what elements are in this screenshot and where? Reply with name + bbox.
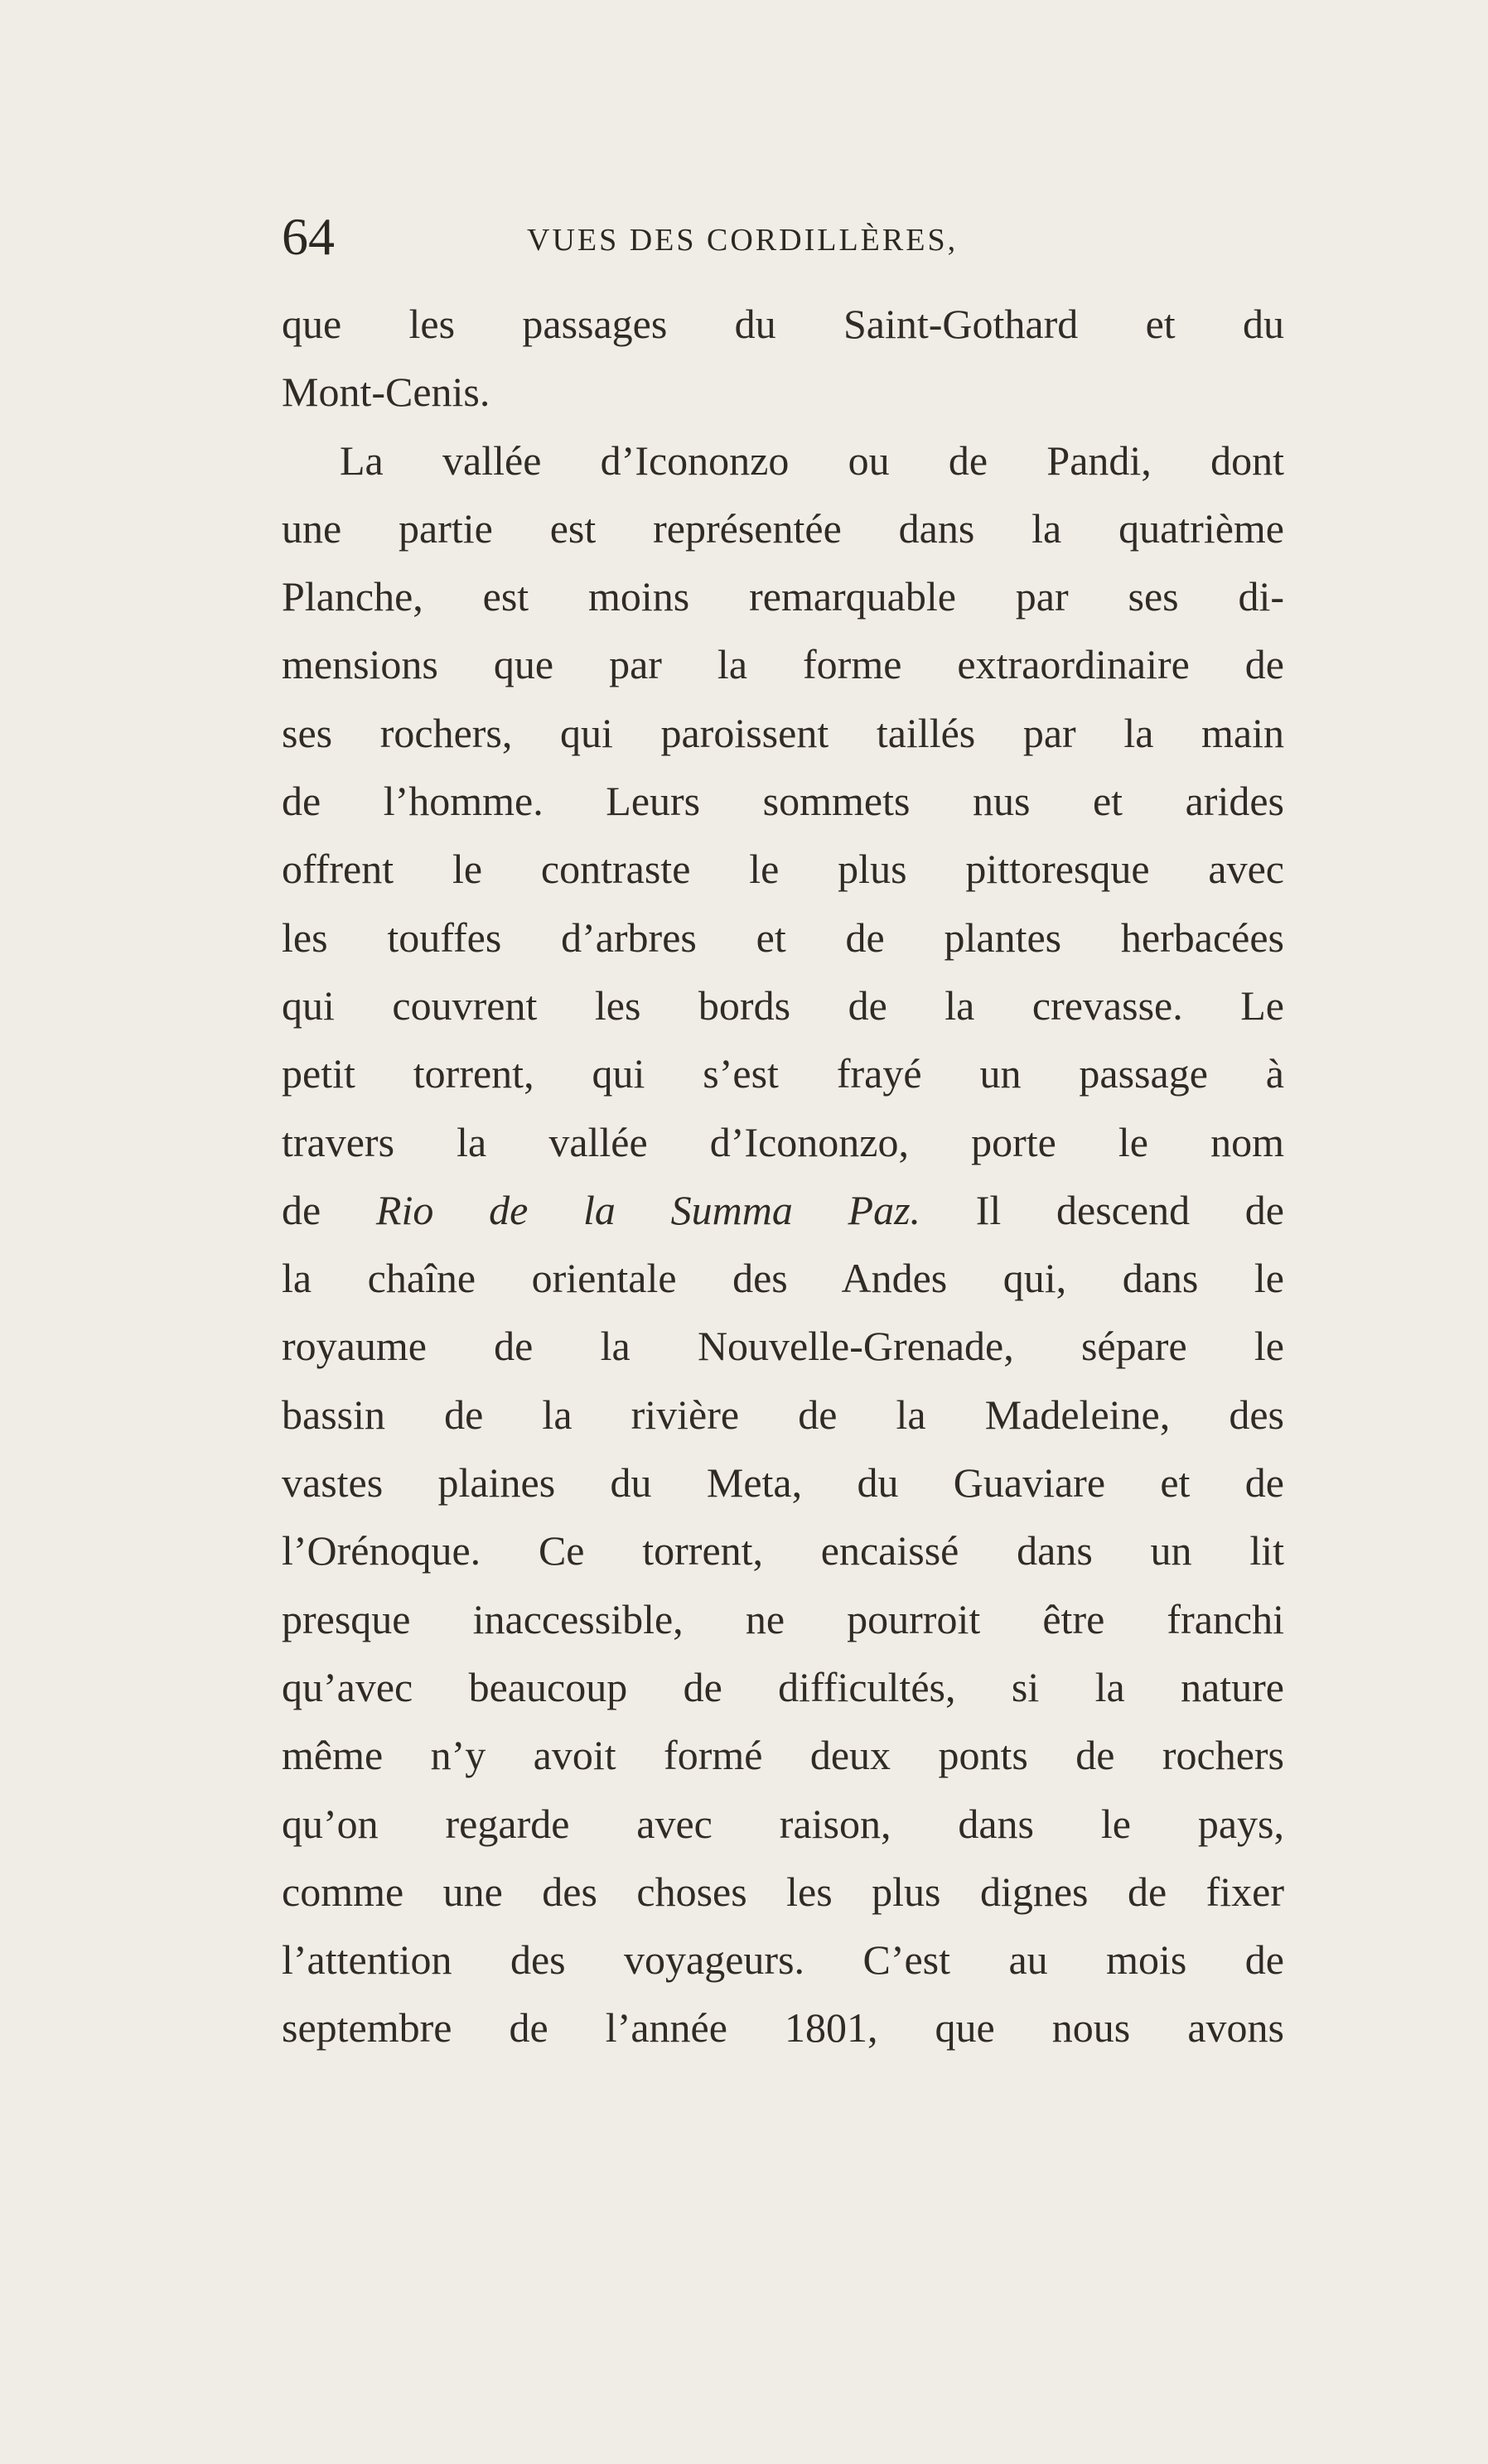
- text-line-19: l’Orénoque. Ce torrent, encaissé dans un lit: [282, 1527, 1284, 1574]
- text-line-9: offrent le contraste le plus pittoresque avec: [282, 846, 1284, 893]
- text-line-6: mensions que par la forme extraordinaire de: [282, 641, 1284, 688]
- text-line-16: royaume de la Nouvelle-Grenade, sépare le: [282, 1323, 1284, 1370]
- text-line-1: que les passages du Saint-Gothard et du: [282, 301, 1284, 347]
- body-text: [282, 290, 1284, 2145]
- text-line-4: une partie est représentée dans la quatrième: [282, 504, 1284, 552]
- page-header: [282, 204, 1284, 278]
- text-line-26: septembre de l’année 1801, que nous avons: [282, 2004, 1284, 2052]
- text-line-11: qui couvrent les bords de la crevasse. Le: [282, 981, 1284, 1029]
- text-line-14-after: Il descend de: [920, 1186, 1284, 1233]
- text-line-5: Planche, est moins remarquable par ses di-: [282, 573, 1284, 620]
- running-head: VUES DES CORDILLÈRES,: [527, 223, 959, 258]
- text-line-23: qu’on regarde avec raison, dans le pays,: [282, 1800, 1284, 1847]
- text-line-14-before: de: [282, 1186, 376, 1233]
- blank-bottom-margin: [0, 2153, 1488, 2464]
- text-line-13: travers la vallée d’Icononzo, porte le nom: [282, 1118, 1284, 1165]
- text-line-15: la chaîne orientale des Andes qui, dans le: [282, 1255, 1284, 1302]
- text-line-14: [282, 1176, 1284, 1244]
- text-line-12: petit torrent, qui s’est frayé un passage à: [282, 1050, 1284, 1097]
- text-line-2: Mont-Cenis.: [282, 369, 490, 416]
- text-line-22: même n’y avoit formé deux ponts de rochers: [282, 1732, 1284, 1779]
- text-line-24: comme une des choses les plus dignes de fixer: [282, 1868, 1284, 1915]
- text-line-18: vastes plaines du Meta, du Guaviare et de: [282, 1459, 1284, 1507]
- text-line-10: les touffes d’arbres et de plantes herbacées: [282, 914, 1284, 961]
- text-line-3: La vallée d’Icononzo ou de Pandi, dont: [340, 436, 1284, 484]
- text-line-20: presque inaccessible, ne pourroit être franchi: [282, 1595, 1284, 1642]
- text-line-8: de l’homme. Leurs sommets nus et arides: [282, 778, 1284, 825]
- text-line-21: qu’avec beaucoup de difficultés, si la nature: [282, 1663, 1284, 1710]
- text-line-7: ses rochers, qui paroissent taillés par la main: [282, 709, 1284, 756]
- text-line-25: l’attention des voyageurs. C’est au mois de: [282, 1936, 1284, 1984]
- text-line-17: bassin de la rivière de la Madeleine, des: [282, 1391, 1284, 1438]
- page-number: 64: [282, 207, 335, 266]
- italic-river-name: Rio de la Summa Paz.: [375, 1186, 921, 1233]
